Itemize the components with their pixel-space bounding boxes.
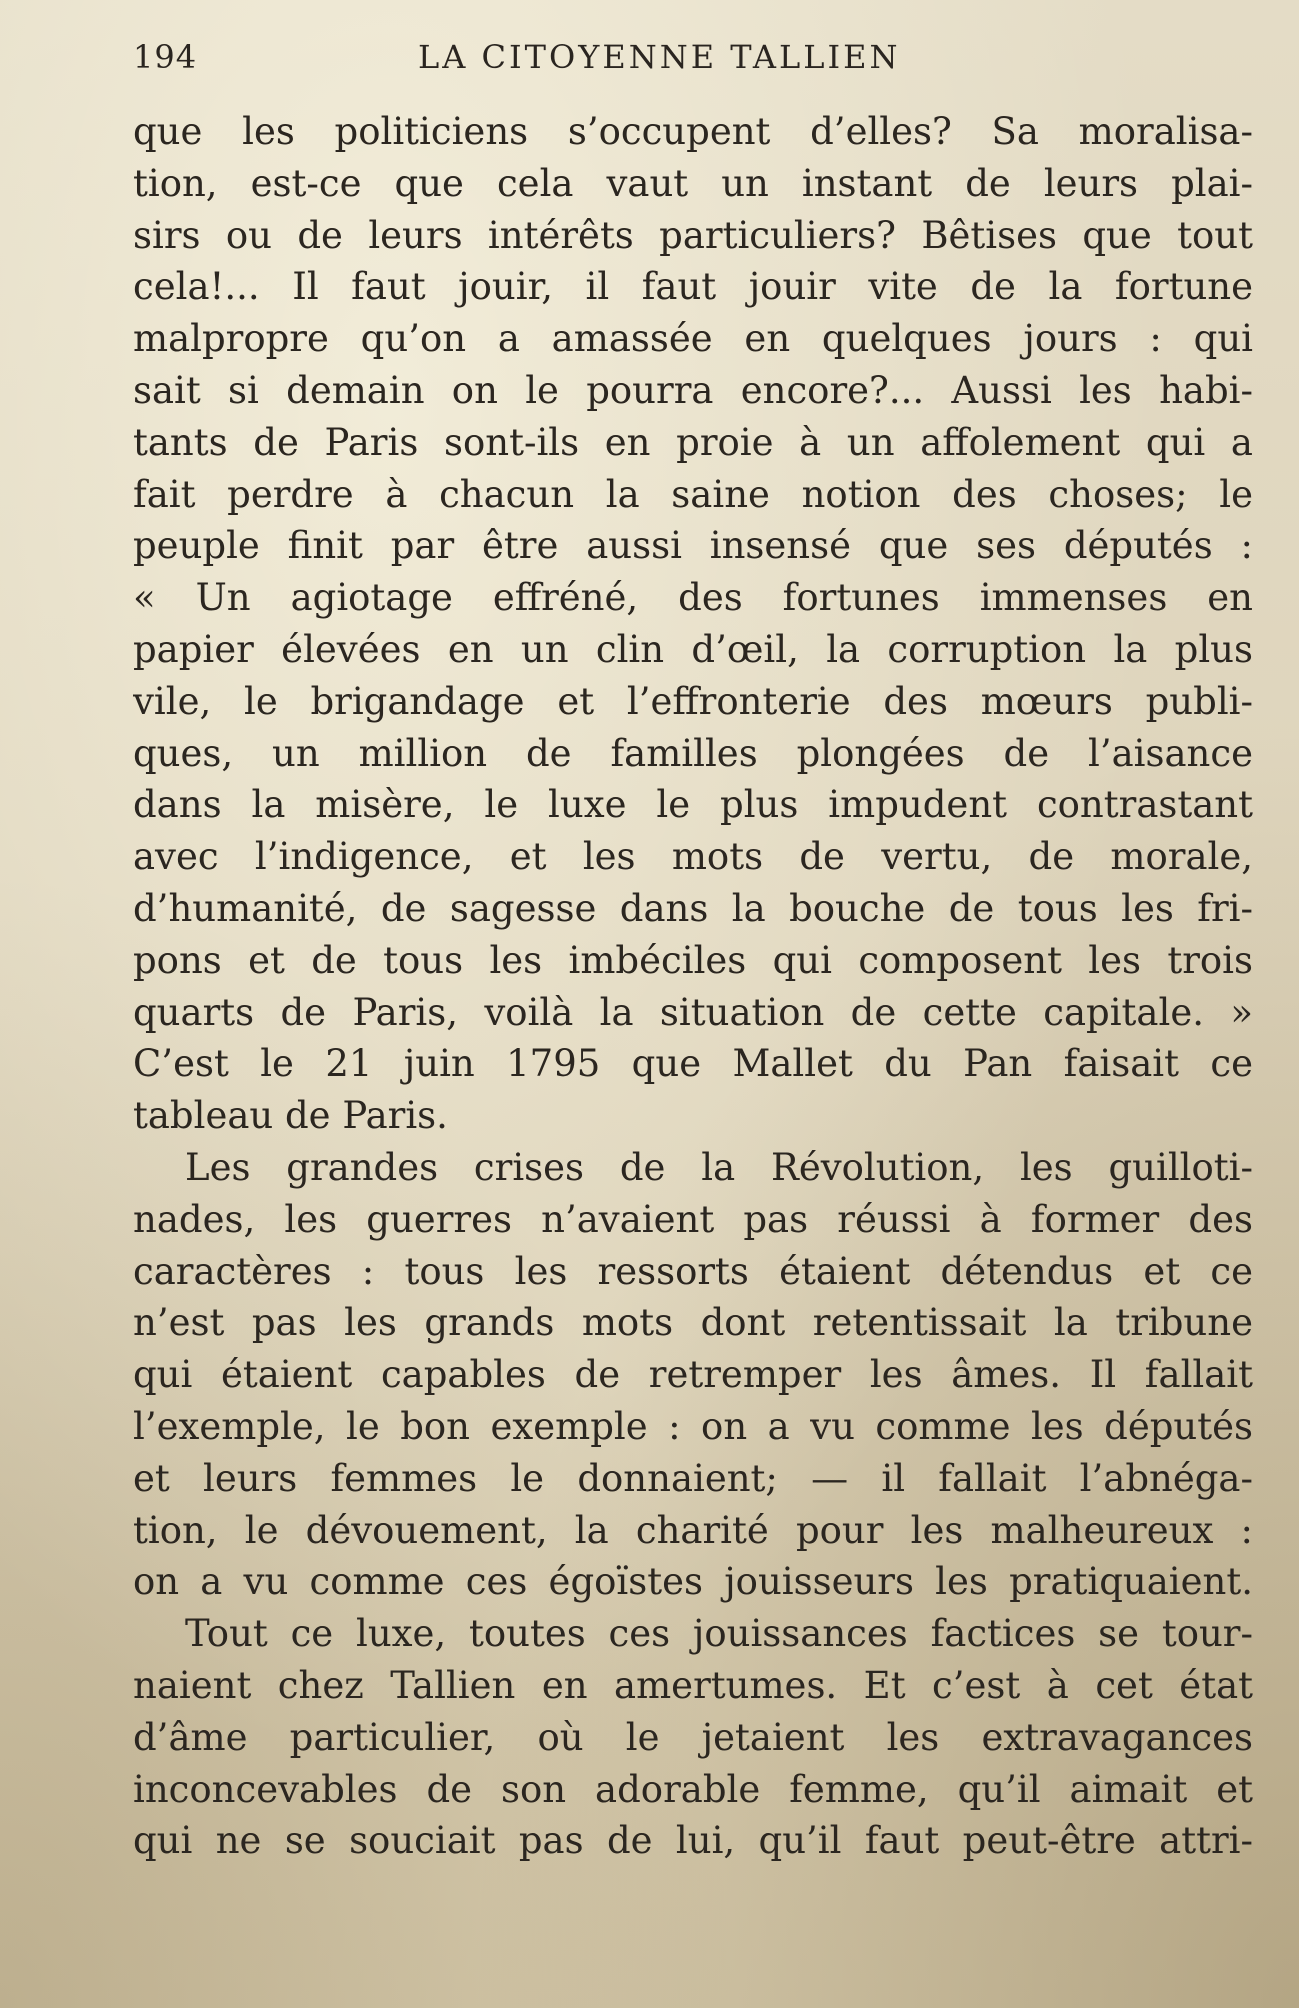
text-line: « Un agiotage effréné, des fortunes immenses en: [133, 576, 1253, 620]
text-line: peuple finit par être aussi insensé que ses députés :: [133, 524, 1253, 568]
text-line: qui ne se souciait pas de lui, qu’il faut peut-être attri-: [133, 1819, 1253, 1863]
text-line: tion, est-ce que cela vaut un instant de leurs plai-: [133, 161, 1253, 205]
text-line: d’humanité, de sagesse dans la bouche de tous les fri-: [133, 886, 1253, 930]
running-title: LA CITOYENNE TALLIEN: [418, 38, 901, 76]
text-line: sait si demain on le pourra encore?... Aussi les habi-: [133, 368, 1253, 412]
text-line: avec l’indigence, et les mots de vertu, de morale,: [133, 835, 1253, 879]
text-line: naient chez Tallien en amertumes. Et c’est à cet état: [133, 1663, 1253, 1707]
text-line: l’exemple, le bon exemple : on a vu comme les députés: [133, 1404, 1253, 1448]
text-line: dans la misère, le luxe le plus impudent contrastant: [133, 783, 1253, 827]
text-line: n’est pas les grands mots dont retentissait la tribune: [133, 1301, 1253, 1345]
text-line: ques, un million de familles plongées de l’aisance: [133, 731, 1253, 775]
body-text: [133, 106, 1253, 1867]
text-line: papier élevées en un clin d’œil, la corruption la plus: [133, 627, 1253, 671]
text-line: d’âme particulier, où le jetaient les extravagances: [133, 1715, 1253, 1759]
text-line: Tout ce luxe, toutes ces jouissances factices se tour-: [185, 1612, 1253, 1656]
text-line: quarts de Paris, voilà la situation de cette capitale. »: [133, 990, 1253, 1034]
text-line: tableau de Paris.: [133, 1094, 448, 1138]
page-header: [133, 38, 1259, 88]
text-line: qui étaient capables de retremper les âmes. Il fallait: [133, 1353, 1253, 1397]
text-line: pons et de tous les imbéciles qui composent les trois: [133, 938, 1253, 982]
text-line: sirs ou de leurs intérêts particuliers? Bêtises que tout: [133, 213, 1253, 257]
text-line: tants de Paris sont-ils en proie à un affolement qui a: [133, 420, 1253, 464]
text-line: vile, le brigandage et l’effronterie des mœurs publi-: [133, 679, 1253, 723]
text-line: tion, le dévouement, la charité pour les malheureux :: [133, 1508, 1253, 1552]
text-line: cela!... Il faut jouir, il faut jouir vite de la fortune: [133, 265, 1253, 309]
text-line: C’est le 21 juin 1795 que Mallet du Pan faisait ce: [133, 1042, 1253, 1086]
text-line: caractères : tous les ressorts étaient détendus et ce: [133, 1249, 1253, 1293]
text-line: inconcevables de son adorable femme, qu’il aimait et: [133, 1767, 1253, 1811]
text-line: que les politiciens s’occupent d’elles? Sa moralisa-: [133, 110, 1253, 153]
text-line: Les grandes crises de la Révolution, les guilloti-: [185, 1145, 1253, 1189]
text-line: nades, les guerres n’avaient pas réussi à former des: [133, 1197, 1253, 1241]
text-line: malpropre qu’on a amassée en quelques jours : qui: [133, 317, 1253, 361]
text-line: fait perdre à chacun la saine notion des choses; le: [133, 472, 1253, 516]
page-number: 194: [133, 38, 198, 76]
text-line: et leurs femmes le donnaient; — il fallait l’abnéga-: [133, 1456, 1253, 1500]
text-line: on a vu comme ces égoïstes jouisseurs les pratiquaient.: [133, 1560, 1253, 1604]
